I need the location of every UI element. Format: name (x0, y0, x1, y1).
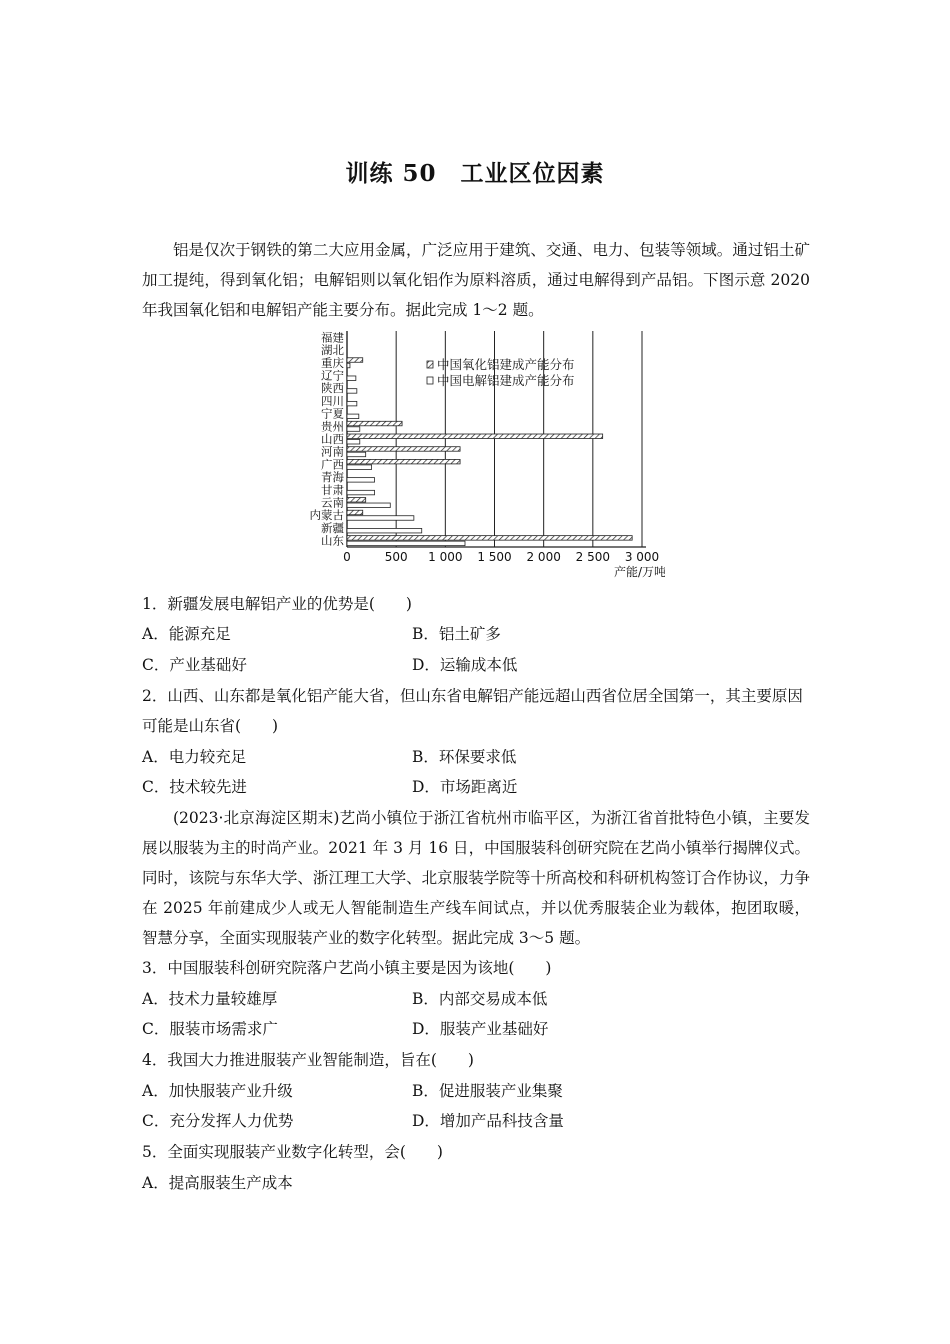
bar-oxide (347, 447, 460, 452)
bar-electrolytic (347, 440, 360, 445)
category-label: 重庆 (321, 355, 344, 370)
x-tick-label: 500 (384, 550, 408, 564)
category-label: 福建 (321, 330, 344, 345)
question-1-stem: 1．新疆发展电解铝产业的优势是( ) (142, 595, 412, 613)
question-3-option-a[interactable]: A．技术力量较雄厚 (142, 990, 278, 1008)
question-4-option-d[interactable]: D．增加产品科技含量 (412, 1112, 564, 1130)
question-2-option-a[interactable]: A．电力较充足 (142, 748, 247, 766)
x-tick-label: 3 000 (624, 550, 660, 564)
legend-label-oxide: 中国氧化铝建成产能分布 (437, 357, 575, 372)
bar-electrolytic (347, 478, 375, 483)
bar-electrolytic (347, 427, 360, 432)
question-4-stem: 4．我国大力推进服装产业智能制造，旨在( ) (142, 1051, 474, 1069)
category-label: 四川 (321, 393, 344, 408)
intro-paragraph-1: 铝是仅次于钢铁的第二大应用金属，广泛应用于建筑、交通、电力、包装等领域。通过铝土矿加工提纯，得到氧化铝；电解铝则以氧化铝作为原料溶质，通过电解得到产品铝。下图示意 2020 年我国氧化铝和电解铝产能主要分布。据此完成 1～2 题。 (142, 241, 810, 319)
bar-oxide (347, 459, 460, 464)
category-label: 青海 (321, 470, 344, 485)
category-label: 宁夏 (321, 406, 344, 421)
bar-electrolytic (347, 490, 375, 495)
category-label: 湖北 (321, 343, 344, 358)
question-2-option-b[interactable]: B．环保要求低 (412, 748, 517, 766)
category-label: 广西 (321, 457, 344, 472)
x-tick-label: 0 (343, 550, 351, 564)
bar-electrolytic (347, 363, 350, 368)
bar-electrolytic (347, 516, 414, 521)
question-1-option-d[interactable]: D．运输成本低 (412, 656, 518, 674)
x-tick-label: 1 000 (428, 550, 463, 564)
bar-oxide (347, 536, 632, 541)
bar-electrolytic (347, 389, 357, 393)
question-5-stem: 5．全面实现服装产业数字化转型，会( ) (142, 1143, 443, 1161)
bar-electrolytic (347, 541, 465, 546)
question-4-option-a[interactable]: A．加快服装产业升级 (142, 1082, 293, 1100)
question-4-option-b[interactable]: B．促进服装产业集聚 (412, 1082, 563, 1100)
bar-electrolytic (347, 465, 372, 470)
bar-electrolytic (347, 376, 356, 381)
capacity-chart-svg (295, 325, 665, 585)
bar-electrolytic (347, 414, 359, 419)
question-3-stem: 3．中国服装科创研究院落户艺尚小镇主要是因为该地( ) (142, 959, 552, 977)
category-label: 河南 (321, 444, 344, 459)
x-tick-label: 1 500 (477, 550, 512, 564)
category-label: 山东 (321, 533, 344, 548)
bar-electrolytic (347, 528, 422, 533)
question-3-option-d[interactable]: D．服装产业基础好 (412, 1020, 549, 1038)
bar-oxide (347, 498, 366, 503)
capacity-chart (295, 325, 665, 585)
question-2-option-d[interactable]: D．市场距离近 (412, 778, 518, 796)
bar-oxide (347, 421, 402, 426)
category-label: 辽宁 (321, 368, 344, 383)
category-label: 山西 (321, 432, 344, 446)
bar-electrolytic (347, 503, 390, 508)
x-tick-label: 2 500 (575, 550, 611, 564)
legend-swatch-oxide (427, 361, 433, 368)
bar-electrolytic (347, 401, 357, 406)
bar-electrolytic (347, 452, 366, 457)
question-1-option-a[interactable]: A．能源充足 (142, 625, 231, 643)
category-label: 陕西 (321, 381, 344, 396)
page-title: 训练 50 工业区位因素 (345, 160, 605, 187)
category-label: 内蒙古 (309, 508, 344, 523)
category-label: 贵州 (321, 419, 344, 434)
question-1-option-b[interactable]: B．铝土矿多 (412, 625, 501, 643)
intro-paragraph-2: (2023·北京海淀区期末)艺尚小镇位于浙江省杭州市临平区，为浙江省首批特色小镇，主要发展以服装为主的时尚产业。2021 年 3 月 16 日，中国服装科创研究院在艺尚小镇举行揭牌仪式。同时，该院与东华大学、浙江理工大学、北京服装学院等十所高校和科研机构签订合作协议，力争在 2025 年前建成少人或无人智能制造生产线车间试点，并以优秀服装企业为载体，抱团取暖，智慧分享，全面实现服装产业的数字化转型。据此完成 3～5 题。 (142, 809, 810, 947)
question-5-option-a[interactable]: A．提高服装生产成本 (142, 1174, 293, 1192)
category-label: 新疆 (321, 520, 344, 535)
bar-oxide (347, 434, 603, 439)
legend-swatch-electrolytic (427, 377, 433, 384)
question-2-stem: 2．山西、山东都是氧化铝产能大省，但山东省电解铝产能远超山西省位居全国第一，其主要原因可能是山东省( ) (142, 687, 803, 735)
question-1-option-c[interactable]: C．产业基础好 (142, 656, 247, 674)
legend-label-electrolytic: 中国电解铝建成产能分布 (437, 373, 575, 388)
category-label: 云南 (321, 495, 344, 510)
bar-oxide (347, 358, 363, 363)
question-2-option-c[interactable]: C．技术较先进 (142, 778, 247, 796)
question-3-option-b[interactable]: B．内部交易成本低 (412, 990, 548, 1008)
question-4-option-c[interactable]: C．充分发挥人力优势 (142, 1112, 294, 1130)
bar-oxide (347, 510, 363, 515)
x-axis-label: 产能/万吨 (613, 565, 665, 579)
category-label: 甘肃 (321, 482, 344, 497)
x-tick-label: 2 000 (526, 550, 561, 564)
question-3-option-c[interactable]: C．服装市场需求广 (142, 1020, 278, 1038)
